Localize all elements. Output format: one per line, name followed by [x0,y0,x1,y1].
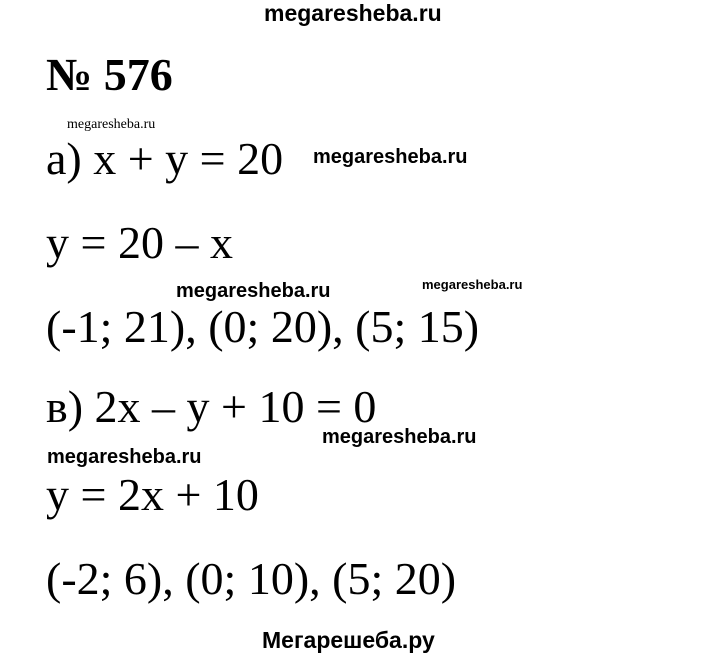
watermark-mid-1: megaresheba.ru [313,146,468,168]
part-a-expressed: y = 20 – x [46,217,233,268]
watermark-small-a: megaresheba.ru [67,117,156,132]
watermark-mid-3: megaresheba.ru [322,426,477,448]
watermark-bottom: Мегарешеба.ру [262,627,435,653]
part-v-points: (-2; 6), (0; 10), (5; 20) [46,553,457,604]
part-a-equation: а) x + y = 20 [46,133,284,184]
problem-number: № 576 [46,49,173,100]
part-v-expressed: y = 2x + 10 [46,469,259,520]
watermark-mid-2: megaresheba.ru [176,280,331,302]
part-v-equation: в) 2x – y + 10 = 0 [46,381,377,432]
watermark-mid-4: megaresheba.ru [47,446,202,468]
part-a-points: (-1; 21), (0; 20), (5; 15) [46,301,480,352]
watermark-small-b: megaresheba.ru [422,277,523,292]
watermark-top: megaresheba.ru [264,0,442,26]
